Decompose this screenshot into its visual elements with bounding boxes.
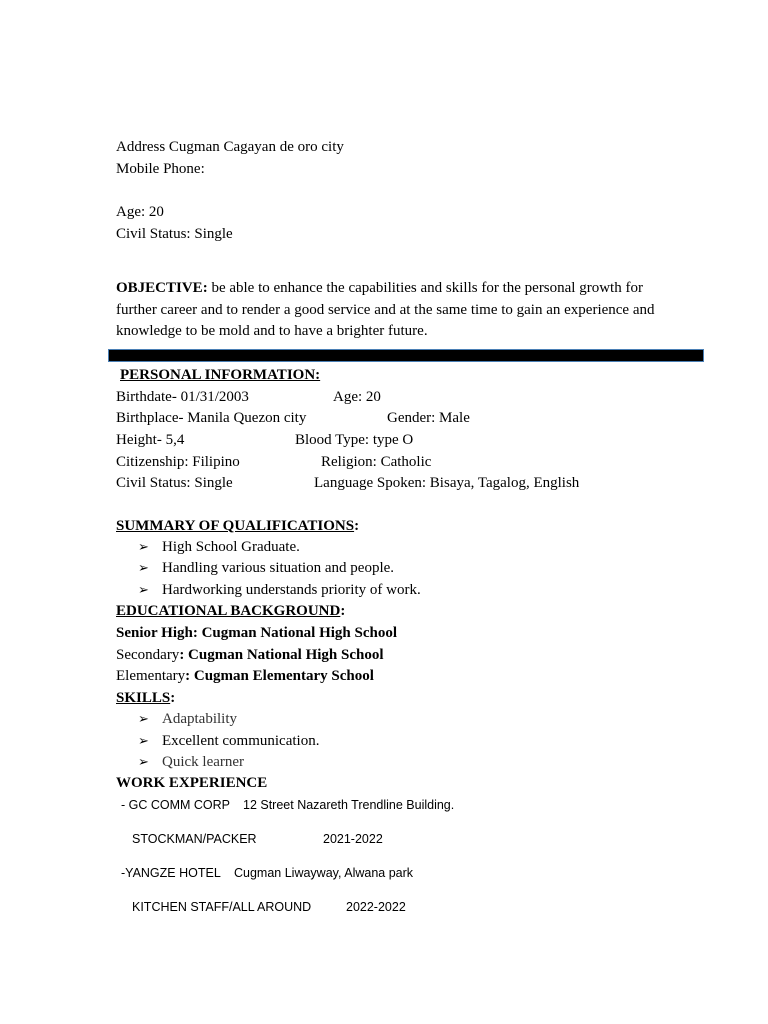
- job-role: STOCKMAN/PACKER: [132, 832, 257, 846]
- arrow-bullet-icon: ➢: [138, 754, 149, 769]
- personal-row-left: Birthdate- 01/31/2003: [116, 389, 249, 405]
- skill-item: Quick learner: [162, 754, 245, 770]
- arrow-bullet-icon: ➢: [138, 733, 149, 748]
- job-company: - GC COMM CORP: [121, 798, 231, 812]
- education-senior-high: [116, 624, 397, 642]
- address-line: Address Cugman Cagayan de oro city: [116, 139, 344, 155]
- personal-row-left: Citizenship: Filipino: [116, 454, 240, 470]
- skill-item: Excellent communication.: [162, 733, 320, 749]
- personal-row-right: Religion: Catholic: [321, 454, 432, 470]
- qualification-item: Handling various situation and people.: [162, 560, 395, 576]
- work-heading: WORK EXPERIENCE: [116, 775, 268, 791]
- job-address: 12 Street Nazareth Trendline Building.: [243, 798, 455, 812]
- education-heading: [116, 602, 345, 620]
- skills-colon: :: [170, 690, 176, 706]
- job-years: 2022-2022: [346, 900, 406, 914]
- personal-row-right: Age: 20: [333, 389, 381, 405]
- arrow-bullet-icon: ➢: [138, 539, 149, 554]
- personal-row-right: Blood Type: type O: [295, 432, 414, 448]
- education-secondary: [116, 646, 384, 664]
- job-role: KITCHEN STAFF/ALL AROUND: [132, 900, 312, 914]
- qualifications-heading-text: SUMMARY OF QUALIFICATIONS: [116, 518, 355, 534]
- senior-school: Cugman National High School: [201, 625, 398, 641]
- qualification-item: High School Graduate.: [162, 539, 300, 555]
- job-address: Cugman Liwayway, Alwana park: [234, 866, 414, 880]
- secondary-label: Secondary: [116, 647, 180, 663]
- skill-item: Adaptability: [162, 711, 237, 727]
- qualification-item: Hardworking understands priority of work.: [162, 582, 421, 598]
- skills-heading-text: SKILLS: [116, 690, 171, 706]
- personal-row-left: Civil Status: Single: [116, 475, 233, 491]
- arrow-bullet-icon: ➢: [138, 582, 149, 597]
- elementary-school: : Cugman Elementary School: [185, 668, 374, 684]
- personal-row-left: Height- 5,4: [116, 432, 185, 448]
- age-line: Age: 20: [116, 204, 164, 220]
- personal-info-heading: PERSONAL INFORMATION:: [120, 367, 321, 383]
- personal-row-left: Birthplace- Manila Quezon city: [116, 410, 307, 426]
- mobile-line: Mobile Phone:: [116, 161, 205, 177]
- objective-label: OBJECTIVE:: [116, 280, 208, 296]
- personal-row-right: Language Spoken: Bisaya, Tagalog, English: [314, 475, 580, 491]
- elementary-label: Elementary: [116, 668, 186, 684]
- skills-heading: [116, 689, 175, 707]
- qualifications-colon: :: [354, 518, 360, 534]
- education-elementary: [116, 667, 374, 685]
- arrow-bullet-icon: ➢: [138, 560, 149, 575]
- arrow-bullet-icon: ➢: [138, 711, 149, 726]
- education-heading-text: EDUCATIONAL BACKGROUND: [116, 603, 341, 619]
- secondary-school: : Cugman National High School: [179, 647, 384, 663]
- job-years: 2021-2022: [323, 832, 383, 846]
- section-divider-bar: [108, 349, 704, 362]
- personal-row-right: Gender: Male: [387, 410, 470, 426]
- senior-label: Senior High:: [116, 625, 202, 641]
- job-company: -YANGZE HOTEL: [121, 866, 221, 880]
- objective-text: be able to enhance the capabilities and skills for the personal growth for further career and to render a good service and at the same time to gain an experience and knowledge to be mold and to have a brighter future.: [116, 280, 655, 339]
- civil-status-line: Civil Status: Single: [116, 226, 233, 242]
- objective-paragraph: [116, 278, 656, 343]
- qualifications-heading: [116, 517, 359, 535]
- education-colon: :: [340, 603, 346, 619]
